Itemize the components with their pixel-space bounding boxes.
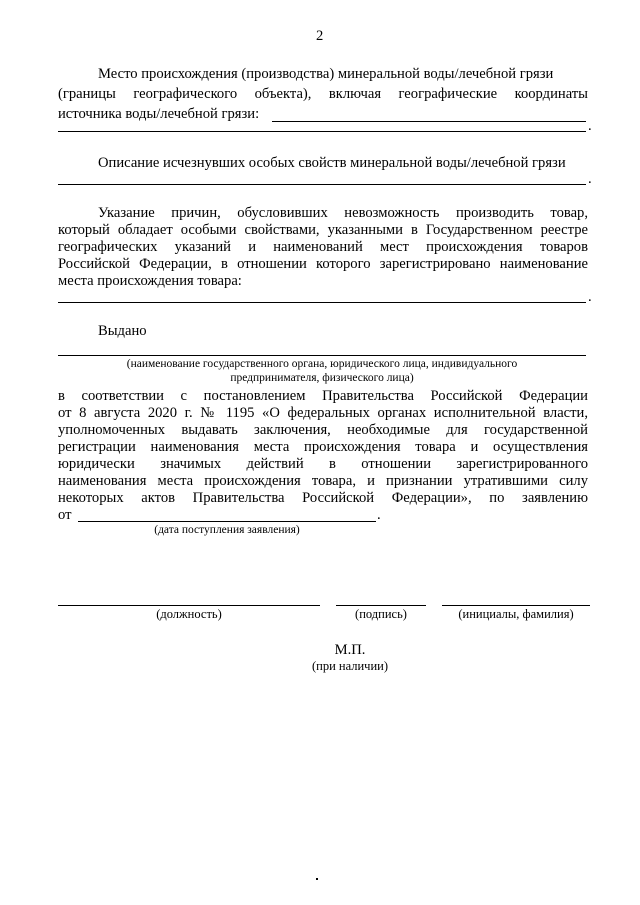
origin-field-line-1	[272, 121, 586, 122]
signature-field-line	[336, 605, 426, 606]
origin-line-2: (границы географического объекта), включая географические координаты	[58, 86, 588, 102]
position-caption: (должность)	[156, 607, 222, 621]
issued-label: Выдано	[98, 323, 147, 339]
issued-field-line	[58, 355, 586, 356]
origin-line-1: Место происхождения (производства) минеральной воды/лечебной грязи	[98, 66, 554, 82]
reasons-line-5: места происхождения товара:	[58, 273, 242, 289]
issued-caption-line-2: предпринимателя, физического лица)	[230, 372, 414, 384]
body-line-4: регистрации наименования места происхождения товара и осуществления	[58, 439, 588, 455]
origin-line-3: источника воды/лечебной грязи:	[58, 106, 260, 122]
stamp-label: М.П.	[334, 642, 366, 658]
body-end-dot: .	[377, 507, 381, 523]
origin-end-dot: .	[588, 118, 592, 134]
body-line-1: в соответствии с постановлением Правительства Российской Федерации	[58, 388, 588, 404]
name-field-line	[442, 605, 590, 606]
origin-field-line-2	[58, 131, 586, 132]
reasons-line-1: Указание причин, обусловивших невозможность производить товар,	[98, 205, 588, 221]
stamp-note: (при наличии)	[311, 659, 389, 673]
reasons-line-3: географических указаний и наименований мест происхождения товаров	[58, 239, 588, 255]
lost-properties-end-dot: .	[588, 171, 592, 187]
scan-speck	[316, 878, 318, 880]
reasons-end-dot: .	[588, 289, 592, 305]
lost-properties-line-1: Описание исчезнувших особых свойств минеральной воды/лечебной грязи	[98, 155, 566, 171]
lost-properties-field-line	[58, 184, 586, 185]
body-line-2: от 8 августа 2020 г. № 1195 «О федеральных органах исполнительной власти,	[58, 405, 588, 421]
body-line-3: уполномоченных выдавать заключения, необходимые для государственной	[58, 422, 588, 438]
body-line-7: некоторых актов Правительства Российской Федерации», по заявлению	[58, 490, 588, 506]
date-field-line	[78, 521, 376, 522]
issued-caption-line-1: (наименование государственного органа, юридического лица, индивидуального	[126, 358, 518, 370]
body-line-6: наименования места происхождения товара, и признании утратившими силу	[58, 473, 588, 489]
reasons-line-2: который обладает особыми свойствами, указанными в Государственном реестре	[58, 222, 588, 238]
reasons-field-line	[58, 302, 586, 303]
signature-caption: (подпись)	[355, 607, 407, 621]
body-from-label: от	[58, 507, 72, 523]
reasons-line-4: Российской Федерации, в отношении которого зарегистрировано наименование	[58, 256, 588, 272]
page-number: 2	[316, 28, 324, 44]
position-field-line	[58, 605, 320, 606]
body-line-5: юридически значимых действий в отношении зарегистрированного	[58, 456, 588, 472]
date-caption: (дата поступления заявления)	[154, 524, 300, 536]
name-caption: (инициалы, фамилия)	[458, 607, 574, 621]
